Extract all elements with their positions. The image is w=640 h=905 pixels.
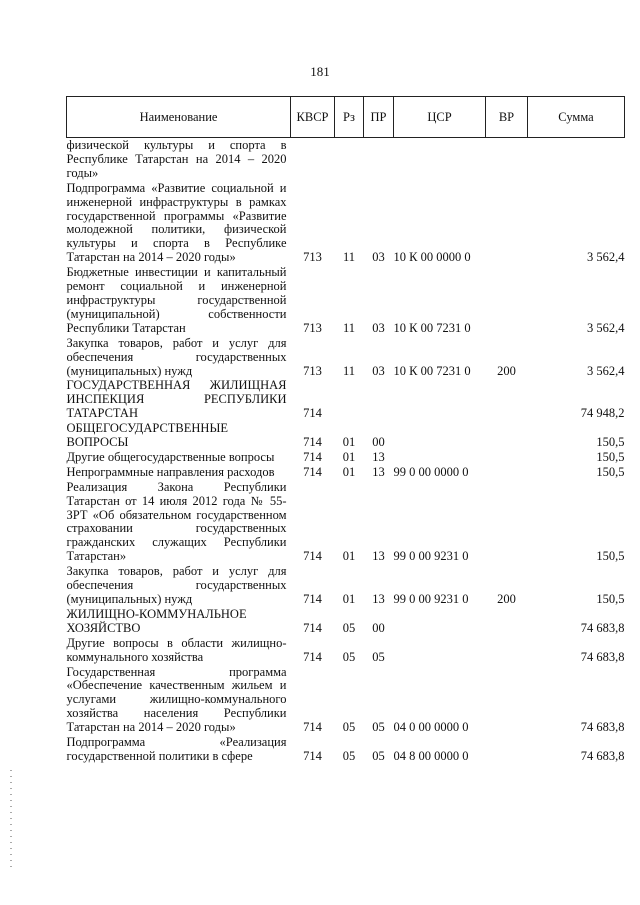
row-csr	[394, 138, 486, 181]
row-csr	[394, 450, 486, 465]
row-name: Непрограммные направления расходов	[66, 464, 275, 479]
row-name: Закупка товаров, работ и услуг для обеспечения государственных (муниципальных) нужд	[66, 335, 287, 378]
row-csr	[394, 421, 486, 450]
row-name: Другие вопросы в области жилищно-коммунального хозяйства	[66, 635, 287, 664]
table-row	[67, 607, 625, 636]
row-kvsr: 714	[303, 549, 322, 564]
row-name: Закупка товаров, работ и услуг для обеспечения государственных (муниципальных) нужд	[66, 564, 287, 606]
row-vr	[486, 607, 528, 636]
row-rz: 11	[342, 363, 356, 378]
header-sum: Сумма	[528, 97, 625, 138]
row-pr: 13	[372, 592, 385, 606]
row-pr: 05	[372, 748, 385, 763]
row-csr: 10 К 00 7231 0	[393, 320, 471, 335]
table-row	[67, 138, 625, 181]
row-pr: 03	[372, 320, 385, 335]
table-row	[67, 480, 625, 564]
table-row	[67, 665, 625, 736]
row-sum: 74 683,8	[580, 720, 625, 735]
row-csr: 04 0 00 0000 0	[393, 720, 469, 735]
table-row	[67, 465, 625, 480]
row-name: Государственная программа «Обеспечение качественным жильем и услугами жилищно-коммунального хозяйства населения Республики Татарстан на 2014 – 2020 годы»	[66, 664, 287, 735]
row-sum	[528, 138, 625, 181]
row-vr	[486, 450, 528, 465]
row-csr: 99 0 00 9231 0	[393, 549, 469, 564]
table-row	[67, 450, 625, 465]
row-rz: 01	[342, 464, 356, 479]
row-pr: 00	[372, 620, 385, 635]
row-vr	[486, 480, 528, 564]
row-sum: 3 562,4	[587, 363, 625, 378]
row-csr	[394, 607, 486, 636]
row-vr	[486, 465, 528, 480]
row-name: ЖИЛИЩНО-КОММУНАЛЬНОЕ ХОЗЯЙСТВО	[66, 606, 247, 635]
row-rz	[335, 138, 364, 181]
header-csr: ЦСР	[394, 97, 486, 138]
row-kvsr: 714	[303, 435, 322, 450]
row-csr: 99 0 00 0000 0	[393, 464, 469, 479]
row-pr: 13	[372, 449, 385, 464]
row-vr	[486, 181, 528, 265]
row-sum: 74 683,8	[580, 620, 625, 635]
row-kvsr: 714	[303, 592, 322, 606]
row-kvsr: 714	[303, 464, 322, 479]
row-name: Подпрограмма «Развитие социальной и инженерной инфраструктуры в рамках государственной программы «Развитие молодежной политики, физической культуры и спорта в Республике Татарстан на 2014 – 2020 годы»	[66, 180, 287, 265]
row-kvsr: 713	[303, 320, 322, 335]
row-pr: 13	[372, 549, 385, 564]
row-vr	[486, 665, 528, 736]
row-name: Реализация Закона Республики Татарстан от 14 июля 2012 года № 55-ЗРТ «Об обязательном государственном страховании государственных гражданских служащих Республики Татарстан»	[66, 479, 287, 564]
row-rz: 05	[342, 649, 356, 664]
row-csr	[394, 378, 486, 421]
header-rz: Рз	[335, 97, 364, 138]
row-rz: 01	[342, 449, 356, 464]
row-sum: 150,5	[596, 449, 625, 464]
row-vr	[486, 378, 528, 421]
row-rz: 05	[342, 720, 356, 735]
row-rz: 01	[342, 592, 356, 606]
row-kvsr: 713	[303, 363, 322, 378]
table-row	[67, 564, 625, 607]
row-kvsr	[291, 138, 335, 181]
row-sum: 150,5	[596, 549, 625, 564]
row-sum: 150,5	[596, 592, 625, 606]
table-row	[67, 336, 625, 379]
table-row	[67, 735, 625, 764]
row-name: ОБЩЕГОСУДАРСТВЕННЫЕ ВОПРОСЫ	[66, 421, 228, 450]
row-vr	[486, 265, 528, 336]
row-vr	[486, 735, 528, 764]
header-vr: ВР	[486, 97, 528, 138]
table-row	[67, 421, 625, 450]
row-pr: 05	[372, 649, 385, 664]
header-kvsr: КВСР	[291, 97, 335, 138]
row-sum: 74 948,2	[580, 406, 625, 421]
row-rz: 11	[342, 320, 356, 335]
row-pr: 13	[372, 464, 385, 479]
row-rz: 05	[342, 620, 356, 635]
row-sum: 150,5	[596, 435, 625, 450]
row-kvsr: 714	[303, 748, 322, 763]
row-rz: 11	[342, 250, 356, 265]
row-vr	[486, 421, 528, 450]
row-kvsr: 714	[303, 406, 322, 421]
row-pr: 03	[372, 363, 385, 378]
row-csr: 10 К 00 0000 0	[393, 250, 471, 265]
row-sum: 3 562,4	[587, 250, 625, 265]
table-row	[67, 265, 625, 336]
row-rz	[335, 378, 364, 421]
row-csr: 04 8 00 0000 0	[393, 748, 469, 763]
row-csr: 10 К 00 7231 0	[393, 363, 471, 378]
row-sum: 74 683,8	[580, 748, 625, 763]
row-sum: 74 683,8	[580, 649, 625, 664]
row-csr: 99 0 00 9231 0	[393, 592, 469, 606]
row-kvsr: 714	[303, 720, 322, 735]
row-vr: 200	[497, 363, 516, 378]
row-rz: 05	[342, 748, 356, 763]
row-sum: 150,5	[596, 464, 625, 479]
table-header	[67, 97, 625, 138]
row-pr: 03	[372, 250, 385, 265]
page-number: 181	[310, 64, 330, 79]
row-name: ГОСУДАРСТВЕННАЯ ЖИЛИЩНАЯ ИНСПЕКЦИЯ РЕСПУБЛИКИ ТАТАРСТАН	[66, 378, 287, 421]
row-kvsr: 714	[303, 620, 322, 635]
row-name: Бюджетные инвестиции и капитальный ремонт социальной и инженерной инфраструктуры государственной (муниципальной) собственности Республики Татарстан	[66, 265, 287, 335]
budget-table	[66, 96, 625, 764]
row-csr	[394, 636, 486, 665]
row-name: физической культуры и спорта в Республике Татарстан на 2014 – 2020 годы»	[66, 138, 287, 180]
header-pr: ПР	[364, 97, 394, 138]
row-kvsr: 713	[303, 250, 322, 265]
row-sum: 3 562,4	[587, 320, 625, 335]
table-row	[67, 636, 625, 665]
row-pr: 00	[372, 435, 385, 450]
row-rz: 01	[342, 549, 356, 564]
row-rz: 01	[342, 435, 356, 450]
table-row	[67, 378, 625, 421]
row-name: Подпрограмма «Реализация государственной политики в сфере	[66, 735, 287, 763]
row-vr	[486, 138, 528, 181]
table-row	[67, 181, 625, 265]
row-pr: 05	[372, 720, 385, 735]
row-pr	[364, 378, 394, 421]
row-name: Другие общегосударственные вопросы	[66, 449, 275, 464]
header-name: Наименование	[67, 97, 291, 138]
scan-margin-dots	[10, 770, 12, 870]
row-kvsr: 714	[303, 449, 322, 464]
row-kvsr: 714	[303, 649, 322, 664]
row-vr	[486, 636, 528, 665]
row-pr	[364, 138, 394, 181]
row-vr: 200	[497, 592, 516, 606]
